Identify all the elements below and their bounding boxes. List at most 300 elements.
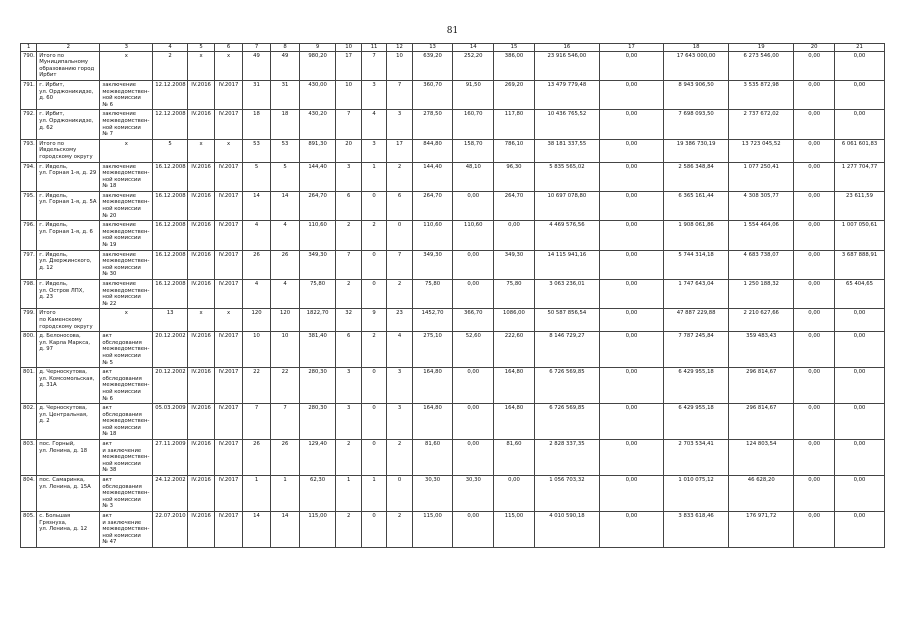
- cell-col-8: 7: [271, 404, 299, 440]
- cell-col-1: 795.: [21, 191, 37, 220]
- cell-col-21: 23 611,59: [835, 191, 885, 220]
- cell-col-1: 794.: [21, 162, 37, 191]
- cell-col-9: 1822,70: [299, 309, 336, 332]
- cell-col-5: IV.2016: [187, 191, 214, 220]
- table-row: [21, 440, 885, 476]
- cell-col-11: 3: [361, 139, 386, 162]
- cell-col-10: 32: [336, 309, 361, 332]
- table-row: [21, 404, 885, 440]
- cell-col-16: 6 726 569,85: [534, 368, 599, 404]
- cell-col-8: 31: [271, 80, 299, 109]
- cell-col-18: 5 744 314,18: [664, 250, 729, 279]
- column-number-19: 19: [729, 44, 794, 52]
- cell-col-9: 144,40: [299, 162, 336, 191]
- cell-col-19: 13 723 045,52: [729, 139, 794, 162]
- cell-col-11: 3: [361, 80, 386, 109]
- cell-col-13: 30,30: [412, 476, 453, 512]
- cell-col-7: 5: [242, 162, 270, 191]
- cell-col-10: 3: [336, 368, 361, 404]
- cell-col-1: 790.: [21, 51, 37, 80]
- cell-col-18: 8 943 906,50: [664, 80, 729, 109]
- cell-col-13: 164,80: [412, 368, 453, 404]
- cell-col-17: 0,00: [599, 332, 663, 368]
- cell-col-3: акт обследования межведомствен- ной комиссии № 3: [100, 476, 153, 512]
- cell-col-14: 252,20: [453, 51, 494, 80]
- cell-col-13: 275,10: [412, 332, 453, 368]
- table-row: [21, 332, 885, 368]
- cell-col-2: г. Ивдель, ул. Горная 1-я, д. 6: [37, 221, 100, 250]
- cell-col-20: 0,00: [794, 80, 835, 109]
- cell-col-16: 5 835 565,02: [534, 162, 599, 191]
- cell-col-17: 0,00: [599, 80, 663, 109]
- cell-col-3: акт и заключение межведомствен- ной комиссии № 47: [100, 512, 153, 548]
- cell-col-5: x: [187, 139, 214, 162]
- column-number-7: 7: [242, 44, 270, 52]
- column-number-2: 2: [37, 44, 100, 52]
- cell-col-2: пос. Самаринка, ул. Ленина, д. 15А: [37, 476, 100, 512]
- cell-col-11: 7: [361, 51, 386, 80]
- cell-col-20: 0,00: [794, 280, 835, 309]
- column-number-3: 3: [100, 44, 153, 52]
- cell-col-2: д. Черноскутова, ул. Комсомольская, д. 31А: [37, 368, 100, 404]
- cell-col-5: IV.2016: [187, 280, 214, 309]
- cell-col-7: 49: [242, 51, 270, 80]
- cell-col-18: 7 787 245,84: [664, 332, 729, 368]
- cell-col-12: 2: [387, 440, 412, 476]
- cell-col-3: заключение межведомствен- ной комиссии № 22: [100, 280, 153, 309]
- cell-col-21: 0,00: [835, 404, 885, 440]
- cell-col-9: 980,20: [299, 51, 336, 80]
- cell-col-1: 797.: [21, 250, 37, 279]
- cell-col-15: 264,70: [494, 191, 535, 220]
- cell-col-16: 13 479 779,48: [534, 80, 599, 109]
- cell-col-20: 0,00: [794, 368, 835, 404]
- cell-col-14: 30,30: [453, 476, 494, 512]
- cell-col-16: 10 436 765,52: [534, 110, 599, 139]
- cell-col-3: акт и заключение межведомствен- ной комиссии № 38: [100, 440, 153, 476]
- cell-col-2: г. Ивдель, ул. Остров ЛПХ, д. 23: [37, 280, 100, 309]
- cell-col-3: акт обследования межведомствен- ной комиссии № 5: [100, 332, 153, 368]
- cell-col-6: IV.2017: [215, 221, 242, 250]
- cell-col-20: 0,00: [794, 512, 835, 548]
- cell-col-21: 0,00: [835, 440, 885, 476]
- cell-col-5: IV.2016: [187, 250, 214, 279]
- table-row: [21, 309, 885, 332]
- cell-col-2: г. Ивдель, ул. Горная 1-я, д. 5А: [37, 191, 100, 220]
- cell-col-7: 14: [242, 512, 270, 548]
- cell-col-20: 0,00: [794, 139, 835, 162]
- cell-col-7: 1: [242, 476, 270, 512]
- column-number-8: 8: [271, 44, 299, 52]
- cell-col-13: 360,70: [412, 80, 453, 109]
- cell-col-14: 0,00: [453, 368, 494, 404]
- cell-col-12: 2: [387, 280, 412, 309]
- cell-col-8: 10: [271, 332, 299, 368]
- cell-col-1: 793.: [21, 139, 37, 162]
- column-number-1: 1: [21, 44, 37, 52]
- cell-col-8: 4: [271, 280, 299, 309]
- cell-col-19: 124 803,54: [729, 440, 794, 476]
- cell-col-16: 1 056 703,32: [534, 476, 599, 512]
- cell-col-9: 129,40: [299, 440, 336, 476]
- cell-col-1: 801.: [21, 368, 37, 404]
- cell-col-21: 0,00: [835, 110, 885, 139]
- cell-col-18: 7 698 093,50: [664, 110, 729, 139]
- cell-col-20: 0,00: [794, 476, 835, 512]
- cell-col-20: 0,00: [794, 191, 835, 220]
- cell-col-9: 280,30: [299, 368, 336, 404]
- cell-col-19: 6 273 546,00: [729, 51, 794, 80]
- cell-col-20: 0,00: [794, 51, 835, 80]
- cell-col-4: 16.12.2008: [153, 162, 188, 191]
- cell-col-10: 2: [336, 221, 361, 250]
- cell-col-19: 176 971,72: [729, 512, 794, 548]
- cell-col-17: 0,00: [599, 476, 663, 512]
- cell-col-2: г. Ирбит, ул. Орджоникидзе, д. 62: [37, 110, 100, 139]
- cell-col-12: 3: [387, 368, 412, 404]
- cell-col-10: 1: [336, 476, 361, 512]
- table-row: [21, 191, 885, 220]
- cell-col-14: 158,70: [453, 139, 494, 162]
- cell-col-11: 1: [361, 476, 386, 512]
- cell-col-7: 31: [242, 80, 270, 109]
- cell-col-3: заключение межведомствен- ной комиссии № 18: [100, 162, 153, 191]
- cell-col-18: 17 643 000,00: [664, 51, 729, 80]
- cell-col-12: 23: [387, 309, 412, 332]
- cell-col-9: 264,70: [299, 191, 336, 220]
- cell-col-12: 7: [387, 80, 412, 109]
- table-row: [21, 476, 885, 512]
- cell-col-7: 14: [242, 191, 270, 220]
- cell-col-5: IV.2016: [187, 404, 214, 440]
- cell-col-2: г. Ивдель, ул. Дзержинского, д. 12: [37, 250, 100, 279]
- cell-col-11: 0: [361, 440, 386, 476]
- cell-col-3: x: [100, 139, 153, 162]
- column-number-4: 4: [153, 44, 188, 52]
- cell-col-9: 430,20: [299, 110, 336, 139]
- cell-col-13: 75,80: [412, 280, 453, 309]
- cell-col-2: пос. Горный, ул. Ленина, д. 18: [37, 440, 100, 476]
- table-row: [21, 221, 885, 250]
- cell-col-18: 2 586 348,84: [664, 162, 729, 191]
- cell-col-20: 0,00: [794, 162, 835, 191]
- cell-col-13: 81,60: [412, 440, 453, 476]
- cell-col-15: 81,60: [494, 440, 535, 476]
- cell-col-10: 2: [336, 440, 361, 476]
- cell-col-4: 5: [153, 139, 188, 162]
- cell-col-11: 2: [361, 221, 386, 250]
- cell-col-1: 792.: [21, 110, 37, 139]
- column-number-12: 12: [387, 44, 412, 52]
- cell-col-10: 10: [336, 80, 361, 109]
- cell-col-5: IV.2016: [187, 476, 214, 512]
- table-row: [21, 368, 885, 404]
- cell-col-12: 3: [387, 110, 412, 139]
- cell-col-9: 115,00: [299, 512, 336, 548]
- cell-col-13: 264,70: [412, 191, 453, 220]
- cell-col-20: 0,00: [794, 309, 835, 332]
- cell-col-13: 164,80: [412, 404, 453, 440]
- cell-col-8: 49: [271, 51, 299, 80]
- cell-col-7: 26: [242, 440, 270, 476]
- cell-col-9: 110,60: [299, 221, 336, 250]
- cell-col-21: 0,00: [835, 332, 885, 368]
- cell-col-17: 0,00: [599, 368, 663, 404]
- cell-col-6: x: [215, 309, 242, 332]
- cell-col-15: 386,00: [494, 51, 535, 80]
- cell-col-11: 0: [361, 368, 386, 404]
- cell-col-14: 0,00: [453, 191, 494, 220]
- cell-col-19: 4 308 305,77: [729, 191, 794, 220]
- cell-col-12: 10: [387, 51, 412, 80]
- cell-col-7: 22: [242, 368, 270, 404]
- cell-col-21: 3 687 888,91: [835, 250, 885, 279]
- cell-col-18: 19 386 730,19: [664, 139, 729, 162]
- cell-col-12: 6: [387, 191, 412, 220]
- cell-col-4: 12.12.2008: [153, 80, 188, 109]
- cell-col-6: x: [215, 51, 242, 80]
- cell-col-6: IV.2017: [215, 368, 242, 404]
- cell-col-13: 115,00: [412, 512, 453, 548]
- cell-col-19: 359 483,43: [729, 332, 794, 368]
- table-row: [21, 250, 885, 279]
- table-row: [21, 162, 885, 191]
- table-row: [21, 280, 885, 309]
- cell-col-18: 1 747 643,04: [664, 280, 729, 309]
- cell-col-4: 2: [153, 51, 188, 80]
- cell-col-12: 17: [387, 139, 412, 162]
- cell-col-21: 6 061 601,83: [835, 139, 885, 162]
- cell-col-9: 349,30: [299, 250, 336, 279]
- cell-col-7: 4: [242, 280, 270, 309]
- cell-col-5: x: [187, 51, 214, 80]
- cell-col-20: 0,00: [794, 221, 835, 250]
- cell-col-15: 0,00: [494, 221, 535, 250]
- cell-col-18: 3 833 618,46: [664, 512, 729, 548]
- column-number-15: 15: [494, 44, 535, 52]
- cell-col-10: 20: [336, 139, 361, 162]
- cell-col-11: 0: [361, 191, 386, 220]
- cell-col-2: г. Ивдель, ул. Горная 1-я, д. 29: [37, 162, 100, 191]
- cell-col-9: 62,30: [299, 476, 336, 512]
- cell-col-10: 3: [336, 404, 361, 440]
- cell-col-18: 47 887 229,88: [664, 309, 729, 332]
- cell-col-11: 0: [361, 404, 386, 440]
- cell-col-10: 3: [336, 162, 361, 191]
- cell-col-17: 0,00: [599, 440, 663, 476]
- cell-col-3: x: [100, 309, 153, 332]
- cell-col-16: 4 469 576,56: [534, 221, 599, 250]
- cell-col-8: 18: [271, 110, 299, 139]
- cell-col-9: 891,30: [299, 139, 336, 162]
- cell-col-19: 1 077 250,41: [729, 162, 794, 191]
- cell-col-2: Итого по Каменскому городскому округу: [37, 309, 100, 332]
- cell-col-13: 144,40: [412, 162, 453, 191]
- cell-col-21: 1 007 050,61: [835, 221, 885, 250]
- cell-col-7: 7: [242, 404, 270, 440]
- cell-col-6: IV.2017: [215, 512, 242, 548]
- column-number-20: 20: [794, 44, 835, 52]
- cell-col-17: 0,00: [599, 51, 663, 80]
- cell-col-7: 10: [242, 332, 270, 368]
- cell-col-10: 2: [336, 512, 361, 548]
- cell-col-21: 0,00: [835, 309, 885, 332]
- cell-col-13: 1452,70: [412, 309, 453, 332]
- cell-col-6: IV.2017: [215, 250, 242, 279]
- cell-col-18: 1 010 075,12: [664, 476, 729, 512]
- cell-col-11: 1: [361, 162, 386, 191]
- cell-col-15: 1086,00: [494, 309, 535, 332]
- cell-col-4: 05.03.2009: [153, 404, 188, 440]
- cell-col-16: 3 063 236,01: [534, 280, 599, 309]
- cell-col-5: IV.2016: [187, 332, 214, 368]
- cell-col-17: 0,00: [599, 221, 663, 250]
- column-number-14: 14: [453, 44, 494, 52]
- cell-col-7: 120: [242, 309, 270, 332]
- cell-col-11: 2: [361, 332, 386, 368]
- cell-col-19: 296 814,67: [729, 404, 794, 440]
- cell-col-13: 639,20: [412, 51, 453, 80]
- cell-col-17: 0,00: [599, 110, 663, 139]
- cell-col-4: 27.11.2009: [153, 440, 188, 476]
- cell-col-20: 0,00: [794, 440, 835, 476]
- cell-col-19: 1 554 464,06: [729, 221, 794, 250]
- cell-col-17: 0,00: [599, 250, 663, 279]
- cell-col-21: 0,00: [835, 51, 885, 80]
- table-row: [21, 51, 885, 80]
- cell-col-5: IV.2016: [187, 440, 214, 476]
- cell-col-3: x: [100, 51, 153, 80]
- cell-col-13: 110,60: [412, 221, 453, 250]
- column-number-6: 6: [215, 44, 242, 52]
- cell-col-18: 6 429 955,18: [664, 404, 729, 440]
- cell-col-6: IV.2017: [215, 440, 242, 476]
- cell-col-11: 0: [361, 250, 386, 279]
- cell-col-7: 18: [242, 110, 270, 139]
- cell-col-1: 796.: [21, 221, 37, 250]
- cell-col-6: x: [215, 139, 242, 162]
- cell-col-21: 65 404,65: [835, 280, 885, 309]
- cell-col-17: 0,00: [599, 309, 663, 332]
- cell-col-19: 2 737 672,02: [729, 110, 794, 139]
- cell-col-18: 6 429 955,18: [664, 368, 729, 404]
- cell-col-8: 4: [271, 221, 299, 250]
- cell-col-15: 96,30: [494, 162, 535, 191]
- cell-col-6: IV.2017: [215, 404, 242, 440]
- cell-col-12: 2: [387, 512, 412, 548]
- cell-col-8: 1: [271, 476, 299, 512]
- cell-col-2: г. Ирбит, ул. Орджоникидзе, д. 60: [37, 80, 100, 109]
- cell-col-4: 13: [153, 309, 188, 332]
- cell-col-7: 53: [242, 139, 270, 162]
- cell-col-14: 52,60: [453, 332, 494, 368]
- cell-col-5: x: [187, 309, 214, 332]
- cell-col-3: заключение межведомствен- ной комиссии № 7: [100, 110, 153, 139]
- cell-col-9: 381,40: [299, 332, 336, 368]
- cell-col-11: 9: [361, 309, 386, 332]
- cell-col-15: 269,20: [494, 80, 535, 109]
- cell-col-4: 16.12.2008: [153, 221, 188, 250]
- cell-col-17: 0,00: [599, 191, 663, 220]
- cell-col-6: IV.2017: [215, 280, 242, 309]
- cell-col-17: 0,00: [599, 162, 663, 191]
- cell-col-19: 3 535 872,98: [729, 80, 794, 109]
- cell-col-8: 14: [271, 512, 299, 548]
- cell-col-12: 0: [387, 476, 412, 512]
- cell-col-19: 46 628,20: [729, 476, 794, 512]
- cell-col-6: IV.2017: [215, 162, 242, 191]
- table-row: [21, 512, 885, 548]
- cell-col-10: 7: [336, 110, 361, 139]
- cell-col-15: 75,80: [494, 280, 535, 309]
- cell-col-12: 2: [387, 162, 412, 191]
- column-number-21: 21: [835, 44, 885, 52]
- cell-col-21: 0,00: [835, 512, 885, 548]
- cell-col-15: 222,60: [494, 332, 535, 368]
- column-number-row: [21, 44, 885, 52]
- cell-col-3: акт обследования межведомствен- ной комиссии № 18: [100, 404, 153, 440]
- cell-col-8: 5: [271, 162, 299, 191]
- table-row: [21, 80, 885, 109]
- cell-col-16: 38 181 337,55: [534, 139, 599, 162]
- cell-col-15: 349,30: [494, 250, 535, 279]
- cell-col-3: заключение межведомствен- ной комиссии № 20: [100, 191, 153, 220]
- table-row: [21, 110, 885, 139]
- cell-col-12: 4: [387, 332, 412, 368]
- cell-col-2: с. Большая Грязнуха, ул. Ленина, д. 12: [37, 512, 100, 548]
- cell-col-19: 1 250 188,32: [729, 280, 794, 309]
- cell-col-6: IV.2017: [215, 332, 242, 368]
- cell-col-11: 0: [361, 512, 386, 548]
- cell-col-15: 117,80: [494, 110, 535, 139]
- cell-col-14: 0,00: [453, 512, 494, 548]
- cell-col-21: 1 277 704,77: [835, 162, 885, 191]
- cell-col-2: Итого по Ивдельскому городскому округу: [37, 139, 100, 162]
- table-row: [21, 139, 885, 162]
- cell-col-2: д. Черноскутова, ул. Центральная, д. 2: [37, 404, 100, 440]
- cell-col-18: 6 365 161,44: [664, 191, 729, 220]
- cell-col-14: 0,00: [453, 280, 494, 309]
- cell-col-1: 804.: [21, 476, 37, 512]
- cell-col-17: 0,00: [599, 512, 663, 548]
- cell-col-4: 12.12.2008: [153, 110, 188, 139]
- cell-col-1: 791.: [21, 80, 37, 109]
- cell-col-2: д. Белоносова, ул. Карла Маркса, д. 97: [37, 332, 100, 368]
- cell-col-16: 4 010 590,18: [534, 512, 599, 548]
- cell-col-12: 7: [387, 250, 412, 279]
- cell-col-11: 0: [361, 280, 386, 309]
- cell-col-5: IV.2016: [187, 512, 214, 548]
- cell-col-2: Итого по Муниципальному образованию город Ирбит: [37, 51, 100, 80]
- cell-col-16: 23 916 546,00: [534, 51, 599, 80]
- column-number-11: 11: [361, 44, 386, 52]
- cell-col-4: 16.12.2008: [153, 250, 188, 279]
- cell-col-5: IV.2016: [187, 221, 214, 250]
- cell-col-17: 0,00: [599, 139, 663, 162]
- cell-col-10: 6: [336, 332, 361, 368]
- cell-col-16: 8 146 729,27: [534, 332, 599, 368]
- cell-col-16: 14 115 941,16: [534, 250, 599, 279]
- cell-col-1: 800.: [21, 332, 37, 368]
- cell-col-21: 0,00: [835, 368, 885, 404]
- cell-col-20: 0,00: [794, 404, 835, 440]
- cell-col-14: 160,70: [453, 110, 494, 139]
- cell-col-6: IV.2017: [215, 110, 242, 139]
- cell-col-8: 22: [271, 368, 299, 404]
- cell-col-8: 14: [271, 191, 299, 220]
- cell-col-1: 799.: [21, 309, 37, 332]
- cell-col-7: 4: [242, 221, 270, 250]
